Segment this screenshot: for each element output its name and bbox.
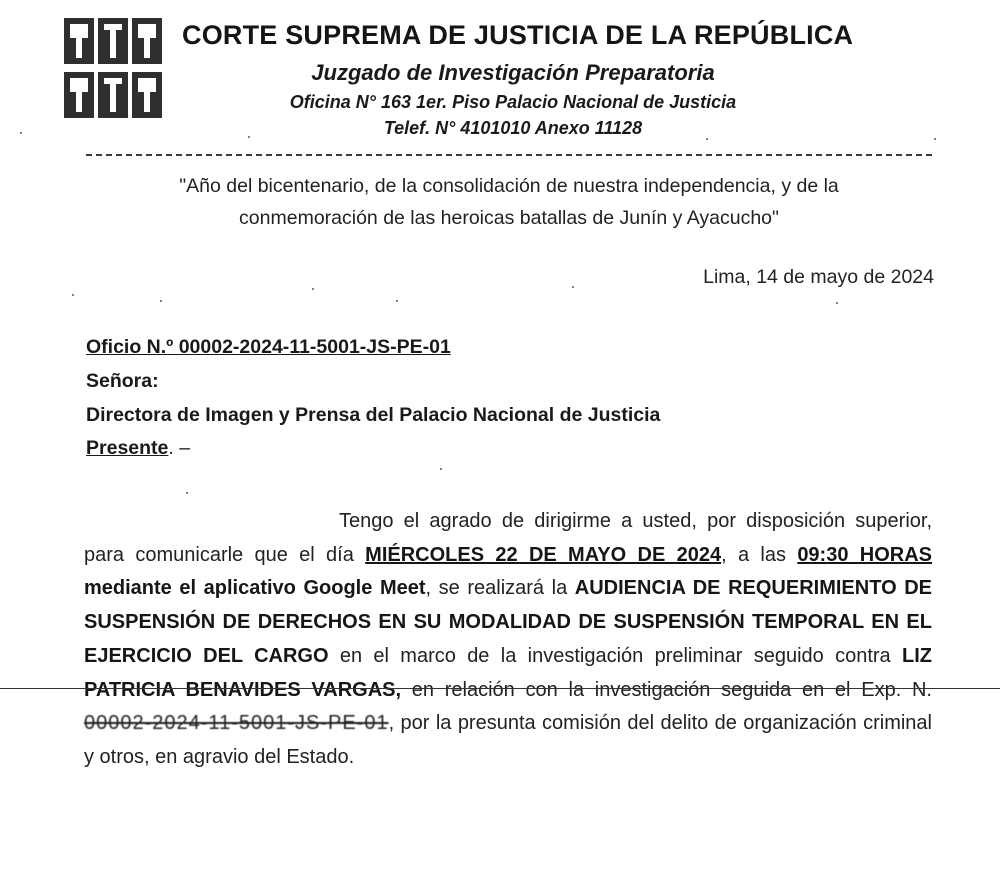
defendant-name: LIZ PATRICIA BENAVIDES VARGAS, (84, 644, 932, 701)
salutation: Señora: (86, 370, 159, 392)
hearing-via: mediante el aplicativo Google Meet (84, 577, 426, 600)
scan-speck (440, 468, 442, 470)
scan-speck (72, 294, 74, 296)
body-text-6: en relación con la investigación seguida en el Exp. N. (401, 678, 932, 701)
document-date: Lima, 14 de mayo de 2024 (703, 266, 934, 288)
scan-speck (396, 300, 398, 302)
strike-line (0, 688, 1000, 689)
body-text-4: , se realizará la (425, 577, 575, 600)
body-text-2: , a las (721, 543, 798, 566)
scan-speck (836, 302, 838, 304)
presente-line (86, 437, 190, 460)
hearing-date: MIÉRCOLES 22 DE MAYO DE 2024 (365, 543, 722, 566)
hearing-time: 09:30 HORAS (797, 543, 933, 566)
letter-body (84, 505, 932, 775)
year-motto (86, 170, 932, 234)
motto-line-1: "Año del bicentenario, de la consolidación de nuestra independencia, y de la (179, 175, 839, 197)
body-text-1: Tengo el agrado de dirigirme a usted, por disposición superior, para comunicarle que el día (84, 510, 932, 566)
body-text-7: , por la presunta comisión del delito de organización criminal y otros, en agravio del Estado. (84, 712, 932, 768)
case-number: 00002-2024-11-5001-JS-PE-01 (84, 712, 389, 735)
office-address: Oficina N° 163 1er. Piso Palacio Nacional de Justicia (289, 92, 737, 112)
hearing-type: AUDIENCIA DE REQUERIMIENTO DE SUSPENSIÓN DE DERECHOS EN SU MODALIDAD DE SUSPENSIÓN TEMPORAL EN EL EJERCICIO DEL CARGO (84, 577, 932, 667)
scan-speck (934, 138, 936, 140)
recipient: Directora de Imagen y Prensa del Palacio Nacional de Justicia (86, 404, 661, 426)
office-phone: Telef. N° 4101010 Anexo 11128 (383, 118, 643, 138)
scan-speck (706, 138, 708, 140)
scan-speck (312, 288, 314, 290)
motto-line-2: conmemoración de las heroicas batallas de Junín y Ayacucho" (239, 207, 779, 229)
body-text-5: en el marco de la investigación preliminar seguido contra (328, 644, 902, 667)
pj-logo-icon (62, 14, 166, 122)
scan-speck (20, 132, 22, 134)
scan-speck (160, 300, 162, 302)
scan-speck (572, 286, 574, 288)
court-name: CORTE SUPREMA DE JUSTICIA DE LA REPÚBLICA (182, 20, 854, 50)
office-name: Juzgado de Investigación Preparatoria (311, 60, 715, 85)
header-divider (86, 154, 932, 156)
presente-word: Presente (86, 437, 169, 459)
scan-speck (186, 492, 188, 494)
presente-suffix: . – (168, 437, 191, 459)
scan-speck (248, 136, 250, 138)
oficio-number: Oficio N.º 00002-2024-11-5001-JS-PE-01 (86, 336, 451, 358)
